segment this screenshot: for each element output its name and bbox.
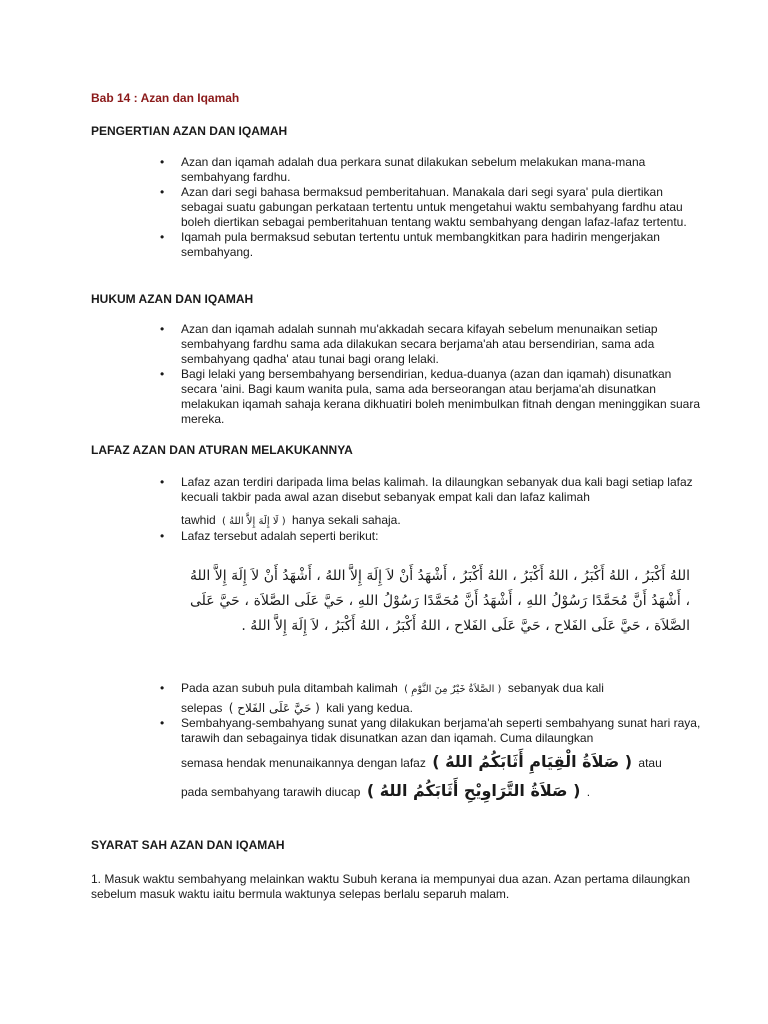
tarawih-line — [181, 783, 590, 800]
tawhid-arabic: ( لَا إِلَهَ إِلاَّ اللهُ ) — [222, 516, 286, 527]
selepas-arabic: ( حَيَّ عَلَى الفَلاح ) — [228, 701, 320, 715]
list-item — [160, 681, 720, 716]
section-heading-syarat: SYARAT SAH AZAN DAN IQAMAH — [91, 838, 285, 852]
subuh-text: Pada azan subuh pula ditambah kalimah — [181, 681, 398, 695]
section-heading-hukum: HUKUM AZAN DAN IQAMAH — [91, 292, 254, 306]
sunat-text: Sembahyang-sembahyang sunat yang dilakukan berjama'ah seperti sembahyang sunat hari raya, tarawih dan sebagainya tidak disunatkan azan dan iqamah. Cuma dilaungkan — [181, 716, 701, 745]
hukum-list — [160, 322, 700, 427]
selepas-line — [181, 701, 413, 716]
list-item — [160, 475, 700, 529]
list-item: • Azan dari segi bahasa bermaksud pemberitahuan. Manakala dari segi syara' pula diertikan sebagai suatu gabungan perkataan tertentu untuk mengetahui waktu sembahyang fardhu atau boleh diertikan sebagai pemberitahuan tentang waktu sembahyang dengan lafaz-lafaz tertentu. — [160, 185, 700, 230]
lafaz-list — [160, 475, 700, 544]
atau-text: atau — [638, 756, 662, 770]
semasa-text: semasa hendak menunaikannya dengan lafaz — [181, 756, 426, 770]
qiyam-arabic: ( صَلاَةُ الْقِيَامِ أَثَابَكُمُ اللهُ ) — [432, 752, 633, 771]
subuh-arabic: ( الصَّلاَةُ خَيْرٌ مِنَ النَّوْمِ ) — [404, 684, 502, 695]
list-item: • Azan dan iqamah adalah sunnah mu'akkadah secara kifayah sebelum menunaikan setiap sembahyang fardhu sama ada dilakukan secara berjama'ah atau bersendirian, sama ada sembahyang qadha' atau tunai bagi orang lelaki. — [160, 322, 700, 367]
list-item: • Lafaz tersebut adalah seperti berikut: — [160, 529, 700, 544]
list-item — [160, 716, 720, 800]
tarawih-period: . — [586, 785, 591, 799]
subuh-mid: sebanyak dua kali — [507, 681, 604, 695]
list-item: • Azan dan iqamah adalah dua perkara sunat dilakukan sebelum melakukan mana-mana sembahyang fardhu. — [160, 155, 700, 185]
tarawih-arabic: ( صَلاَةُ التَّرَاوِيْحِ أَثَابَكُمُ اللهُ ) — [366, 781, 581, 800]
tawhid-line — [181, 513, 401, 529]
section-heading-lafaz: LAFAZ AZAN DAN ATURAN MELAKUKANNYA — [91, 443, 353, 457]
list-item: • Iqamah pula bermaksud sebutan tertentu untuk membangkitkan para hadirin mengerjakan sembahyang. — [160, 230, 700, 260]
tarawih-text: pada sembahyang tarawih diucap — [181, 785, 361, 799]
tawhid-suffix: hanya sekali sahaja. — [291, 513, 401, 527]
subuh-list — [160, 681, 720, 800]
pengertian-list — [160, 155, 700, 260]
syarat-paragraph: 1. Masuk waktu sembahyang melainkan waktu Subuh kerana ia mempunyai dua azan. Azan pertama dilaungkan sebelum masuk waktu iaitu bermula waktunya selepas berlalu separuh malam. — [91, 872, 691, 901]
lafaz-intro-text: Lafaz azan terdiri daripada lima belas kalimah. Ia dilaungkan sebanyak dua kali bagi setiap lafaz kecuali takbir pada awal azan disebut sebanyak empat kali dan lafaz kalimah — [181, 475, 693, 504]
chapter-title: Bab 14 : Azan dan Iqamah — [91, 91, 240, 105]
semasa-line — [181, 754, 662, 771]
list-item: • Bagi lelaki yang bersembahyang bersendirian, kedua-duanya (azan dan iqamah) disunatkan secara 'aini. Bagi kaum wanita pula, sama ada berseorangan atau berjama'ah disunatkan melakukan iqamah sahaja kerana dikhuatiri boleh menimbulkan fitnah dengan meninggikan suara mereka. — [160, 367, 700, 427]
azan-arabic-text: اللهُ أَكْبَرُ ، اللهُ أَكْبَرُ ، اللهُ أَكْبَرُ ، اللهُ أَكْبَرُ ، أَشْهَدُ أَنْ لاَ إِلَهَ إِلاَّ اللهُ ، أَشْهَدُ أَنْ لاَ إِلَهَ إِلاَّ اللهُ ، أَشْهَدُ أَنَّ مُحَمَّدًا رَسُوْلُ اللهِ ، أَشْهَدُ أَنَّ مُحَمَّدًا رَسُوْلُ اللهِ ، حَيَّ عَلَى الصَّلاَة ، حَيَّ عَلَى الصَّلاَة ، حَيَّ عَلَى الفَلاح ، حَيَّ عَلَى الفَلاح ، اللهُ أَكْبَرُ ، اللهُ أَكْبَرُ ، لاَ إِلَهَ إِلاَّ اللهُ . — [190, 568, 690, 634]
selepas-label: selepas — [181, 701, 223, 715]
tawhid-label: tawhid — [181, 513, 216, 527]
selepas-suffix: kali yang kedua. — [326, 701, 413, 715]
section-heading-pengertian: PENGERTIAN AZAN DAN IQAMAH — [91, 124, 288, 138]
